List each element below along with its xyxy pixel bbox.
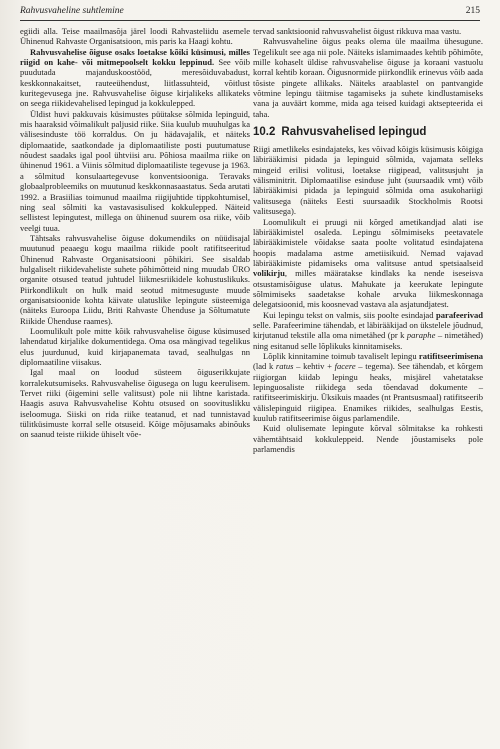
italic-term: facere (334, 361, 356, 372)
section-heading (253, 125, 483, 139)
paragraph: Üldist huvi pakkuvais küsimustes püütakse sõlmida lepinguid, mis haaraksid võimalikult paljusid riike. Siia kuulub muuhulgas ka välisesinduste töö korraldus. On ju hädavajalik, et näiteks diplomaatide, saatkondade ja diplomaatiliste posti puutumatuse nõudest saadaks igal pool ühtviisi aru. Põhiosa maailma riike on ühinenud 1961. a Viinis sõlmitud diplomaatiliste tegevuse ja 1963. a sõlmitud konsulaartegevuse konventsiooniga. Teravaks globaalprobleemiks on muutunud keskkonnasaastatus. Seda arutati 1992. a Brasiilias toimunud maailma riigijuhtide tippkohtumisel, ning seal sõlmiti ka vastavasisulised kokkulepped. Näiteid sellistest lepingutest, millega on ühinenud suurem osa riike, võib veelgi tuua. (20, 108, 250, 233)
bold-term: volikirju (253, 268, 285, 279)
italic-term: paraphe (406, 330, 436, 341)
bold-term: ratifitseerimisena (418, 350, 483, 361)
right-column (253, 26, 483, 454)
paragraph: tervad sanktsioonid rahvusvahelist õigust rikkuva maa vastu. (253, 26, 462, 36)
paragraph: Loomulikult ei pruugi nii kõrged ametikandjad alati ise läbirääkimistel osaleda. Lepingu sõlmimiseks peetavatele läbirääkimistele võidakse saata poolte volitatud esindajatena hoopis madalama astme ametiisikuid. Nemad vajavad läbirääkimiste pidamiseks oma valitsuse antud spetsiaalseid volikirju, milles määratakse kindlaks ka nende iseseisva otsustamisõiguse ulatus. Mahukate ja keerukate lepingute sõlmimiseks saadetakse kohale arvuka liikmeskonnaga delegatsioonid, mis koosnevad vastava ala asjatundjatest. (253, 216, 483, 310)
paragraph: Riigi ametlikeks esindajateks, kes võivad kõigis küsimusis kõigiga läbirääkimisi pidada ja lepinguid sõlmida, vajamata selleks mingeid erilisi volitusi, loetakse riigipead, valitsusjuht ja välisminitrit. Diplomaatilise esinduse juht (suursaadik vmt) võib läbirääkimisi pidada ja lepinguid sõlmida oma asukohariigi valitsusega (näiteks Eesti suursaadik Stockholmis Rootsi valitsusega). (253, 144, 483, 217)
paragraph: Rahvusvaheline õigus peaks olema üle maailma ühesugune. Tegelikult see aga nii pole. Näiteks islamimaades kehtib põhimõte, mille kohaselt üldise rahvusvahelise õiguse ja koraani vastuolu korral kehtib koraan. Õigusnormide piirkondlik erinevus võib aada tõsiste pingete allikaks. Näiteks araablastel on pantvangide võtmine lepingu täitmise tagamiseks ja suhete kindlustamiseks vana ja auväärt komme, mida aga teised kuidagi aktsepteerida ei taha. (253, 36, 483, 119)
paragraph: Tähtsaks rahvusvahelise õiguse dokumendiks on nüüdisajal muutunud peaaegu kogu maailma riikide poolt ratifitseeritud Ühinenud Rahvaste Organisatsiooni põhikiri. See sisaldab hulgaliselt riikidevaheliste suhete põhimõtteid ning muudab ÜRO organite otsused teatud juhtudel liikmesriikidele kohustuslikuks. Piirkondlikult on hulk maid seotud mitmesuguste muude organisatsioonide kohta käivate ulatuslike lepingute süsteemiga (näiteks Euroopa Liidu, Briti Rahvaste Ühenduse ja Sõltumatute Riikide Ühenduse raames). (20, 232, 250, 326)
section-title: Rahvusvahelised lepingud (281, 126, 427, 139)
running-head (20, 6, 480, 20)
italic-term: ratus (275, 361, 294, 372)
paragraph: egiidi alla. Teise maailmasõja järel loodi Rahvasteliidu asemele Ühinenud Rahvaste Organisatsioon, mis paris ka Haagi kohtu. (20, 26, 250, 47)
bold-definition: Rahvusvahelise õiguse osaks loetakse kõiki küsimusi, milles riigid on kahe- või mitmepoolselt kokku leppinud. (20, 46, 250, 68)
paragraph: Lõplik kinnitamine toimub tavaliselt lepingu ratifitseerimisena (lad k ratus – kehtiv + facere – tegema). See tähendab, et kõrgem riigiorgan kiidab lepingu heaks, misjärel vahetatakse lepinguosaliste riikidega seda tõendavad dokumente – ratifitseerimiskirju. Üksikuis maades (nt Prantsusmaal) ratifitseerib välislepinguid riigipea. Enamikes riikides, sealhulgas Eestis, kuulub ratifitseerimise õigus parlamendile. (253, 350, 483, 424)
paragraph: Igal maal on loodud süsteem õiguserikkujate korralekutsumiseks. Rahvusvahelise õigusega on lugu keerulisem. Tervet riiki (õigemini selle valitsust) pole nii lihtne karistada. Haagis asuva Rahvusvahelise Kohtu otsused on soovituslikku iseloomuga. Siiski on rida riike teatanud, et nad tunnistavad tülitküsimuste korral selle otsuseid. Kõige mõjusamaks abinõuks on saanud teiste riikide ühiselt võe- (20, 367, 250, 440)
paragraph: Kui lepingu tekst on valmis, siis poolte esindajad parafeerivad selle. Parafeerimine tähendab, et läbirääkijad on ükstelele jõudnud, kirjutanud tekstile alla oma nimetähed (pr k paraphe – nimetähed) ning esitanud selle lõplikuks kinnitamiseks. (253, 309, 483, 351)
running-title: Rahvusvaheline suhtlemine (20, 6, 124, 16)
bold-term: parafeerivad (436, 309, 483, 320)
paragraph: Loomulikult pole mitte kõik rahvusvahelise õiguse küsimused lahendatud kirjalike dokumentidega. Oma osa mängivad tegelikus elus juurdunud, kuid kirjapanemata tavad, sealhulgas nn diplomaatiline viisakus. (20, 325, 250, 367)
header-rule (20, 20, 480, 21)
paragraph: Kuid olulisemate lepingute kõrval sõlmitakse ka rohkesti vähemtähtsaid kokkuleppeid. Nende jõustamiseks pole parlamendis (253, 423, 483, 455)
paragraph: Rahvusvahelise õiguse osaks loetakse kõiki küsimusi, milles riigid on kahe- või mitmepoolselt kokku leppinud. See võib puudutada majanduskoostööd, meresõiduvabadust, keskkonnakaitset, rauteeühendust, liitlassuhteid, võitlust kuritegevusega jne. Rahvusvahelise õiguse kirjalikeks allikateks on seega riikidevahelised lepingud ja kokkulepped. (20, 46, 250, 109)
page-number: 215 (465, 6, 480, 16)
left-column (20, 26, 250, 440)
section-number: 10.2 (253, 126, 276, 139)
